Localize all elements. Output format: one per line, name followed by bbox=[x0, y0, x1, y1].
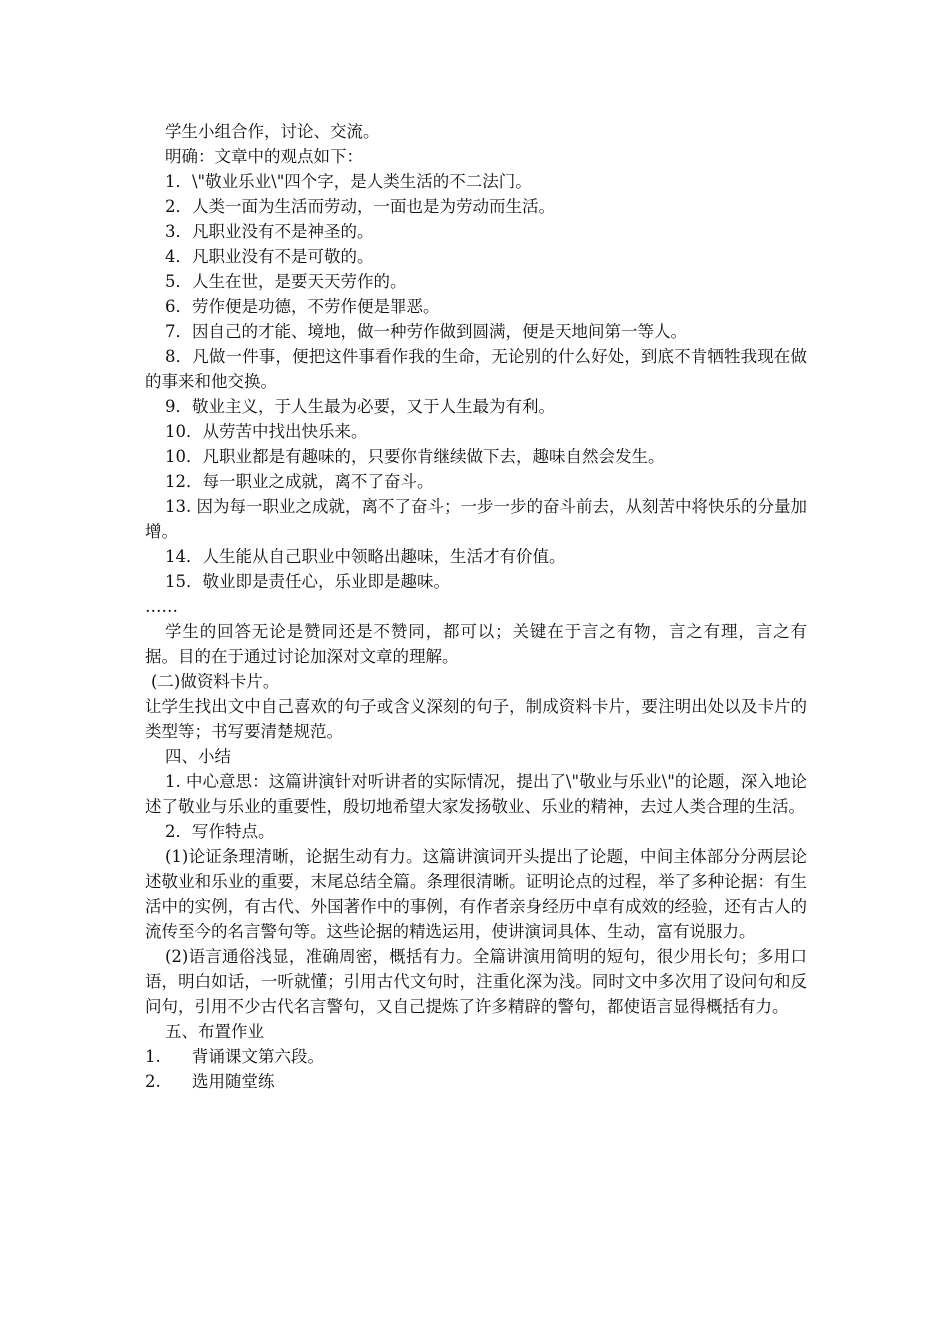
homework-text: 选用随堂练 bbox=[192, 1072, 275, 1091]
summary-writing-features: 2．写作特点。 bbox=[165, 822, 275, 841]
homework-text: 背诵课文第六段。 bbox=[192, 1047, 324, 1066]
viewpoint-item: 2．人类一面为生活而劳动，一面也是为劳动而生活。 bbox=[165, 197, 555, 216]
viewpoint-item: 9．敬业主义，于人生最为必要，又于人生最为有利。 bbox=[165, 397, 555, 416]
viewpoint-item: 12．每一职业之成就，离不了奋斗。 bbox=[165, 472, 434, 491]
paragraph-answer: 学生的回答无论是赞同还是不赞同，都可以；关键在于言之有物，言之有理，言之有据。目的在于通过讨论加深对文章的理解。 bbox=[145, 622, 807, 666]
viewpoint-item: 8．凡做一件事，便把这件事看作我的生命，无论别的什么好处，到底不肯牺牲我现在做的事来和他交换。 bbox=[145, 347, 807, 391]
viewpoint-item: 14．人生能从自己职业中领略出趣味，生活才有价值。 bbox=[165, 547, 566, 566]
viewpoint-item: 10．从劳苦中找出快乐来。 bbox=[165, 422, 368, 441]
homework-item bbox=[145, 1069, 807, 1094]
feature-language: (2)语言通俗浅显，准确周密，概括有力。全篇讲演用简明的短句，很少用长句；多用口语，明白如话，一听就懂；引用古代文句时，注重化深为浅。同时文中多次用了设问句和反问句，引用不少古代名言警句，又自己提炼了许多精辟的警句，都使语言显得概括有力。 bbox=[145, 947, 807, 1016]
paragraph-cards: 让学生找出文中自己喜欢的句子或含义深刻的句子，制成资料卡片，要注明出处以及卡片的类型等；书写要清楚规范。 bbox=[145, 697, 807, 741]
homework-number: 2. bbox=[145, 1072, 161, 1091]
viewpoint-item: 1．\"敬业乐业\"四个字，是人类生活的不二法门。 bbox=[165, 172, 532, 191]
feature-argument: (1)论证条理清晰，论据生动有力。这篇讲演词开头提出了论题，中间主体部分分两层论述敬业和乐业的重要，末尾总结全篇。条理很清晰。证明论点的过程，举了多种论据：有生活中的实例，有古代、外国著作中的事例，有作者亲身经历中卓有成效的经验，还有古人的流传至今的名言警句等。这些论据的精选运用，使讲演词具体、生动，富有说服力。 bbox=[145, 847, 807, 941]
document-page bbox=[145, 119, 807, 1094]
viewpoint-item: 15．敬业即是责任心，乐业即是趣味。 bbox=[165, 572, 450, 591]
section-heading-cards: (二)做资料卡片。 bbox=[151, 672, 280, 691]
viewpoint-item: 10．凡职业都是有趣味的，只要你肯继续做下去，趣味自然会发生。 bbox=[165, 447, 665, 466]
viewpoint-item: 3．凡职业没有不是神圣的。 bbox=[165, 222, 374, 241]
ellipsis: …… bbox=[145, 597, 178, 616]
homework-item bbox=[145, 1044, 807, 1069]
section-heading-homework: 五、布置作业 bbox=[165, 1022, 264, 1041]
viewpoint-item: 4．凡职业没有不是可敬的。 bbox=[165, 247, 374, 266]
homework-number: 1. bbox=[145, 1047, 161, 1066]
paragraph-group-work: 学生小组合作，讨论、交流。 bbox=[165, 122, 380, 141]
summary-main-idea: 1. 中心意思：这篇讲演针对听讲者的实际情况，提出了\"敬业与乐业\"的论题，深入地论述了敬业与乐业的重要性，殷切地希望大家发扬敬业、乐业的精神，去过人类合理的生活。 bbox=[145, 772, 807, 816]
viewpoint-item: 7．因自己的才能、境地，做一种劳作做到圆满，便是天地间第一等人。 bbox=[165, 322, 687, 341]
paragraph-clarify: 明确：文章中的观点如下： bbox=[165, 147, 363, 166]
viewpoint-item: 13. 因为每一职业之成就，离不了奋斗；一步一步的奋斗前去，从刻苦中将快乐的分量加增。 bbox=[145, 497, 807, 541]
viewpoint-item: 6．劳作便是功德，不劳作便是罪恶。 bbox=[165, 297, 440, 316]
viewpoint-item: 5．人生在世，是要天天劳作的。 bbox=[165, 272, 407, 291]
section-heading-summary: 四、小结 bbox=[165, 747, 231, 766]
